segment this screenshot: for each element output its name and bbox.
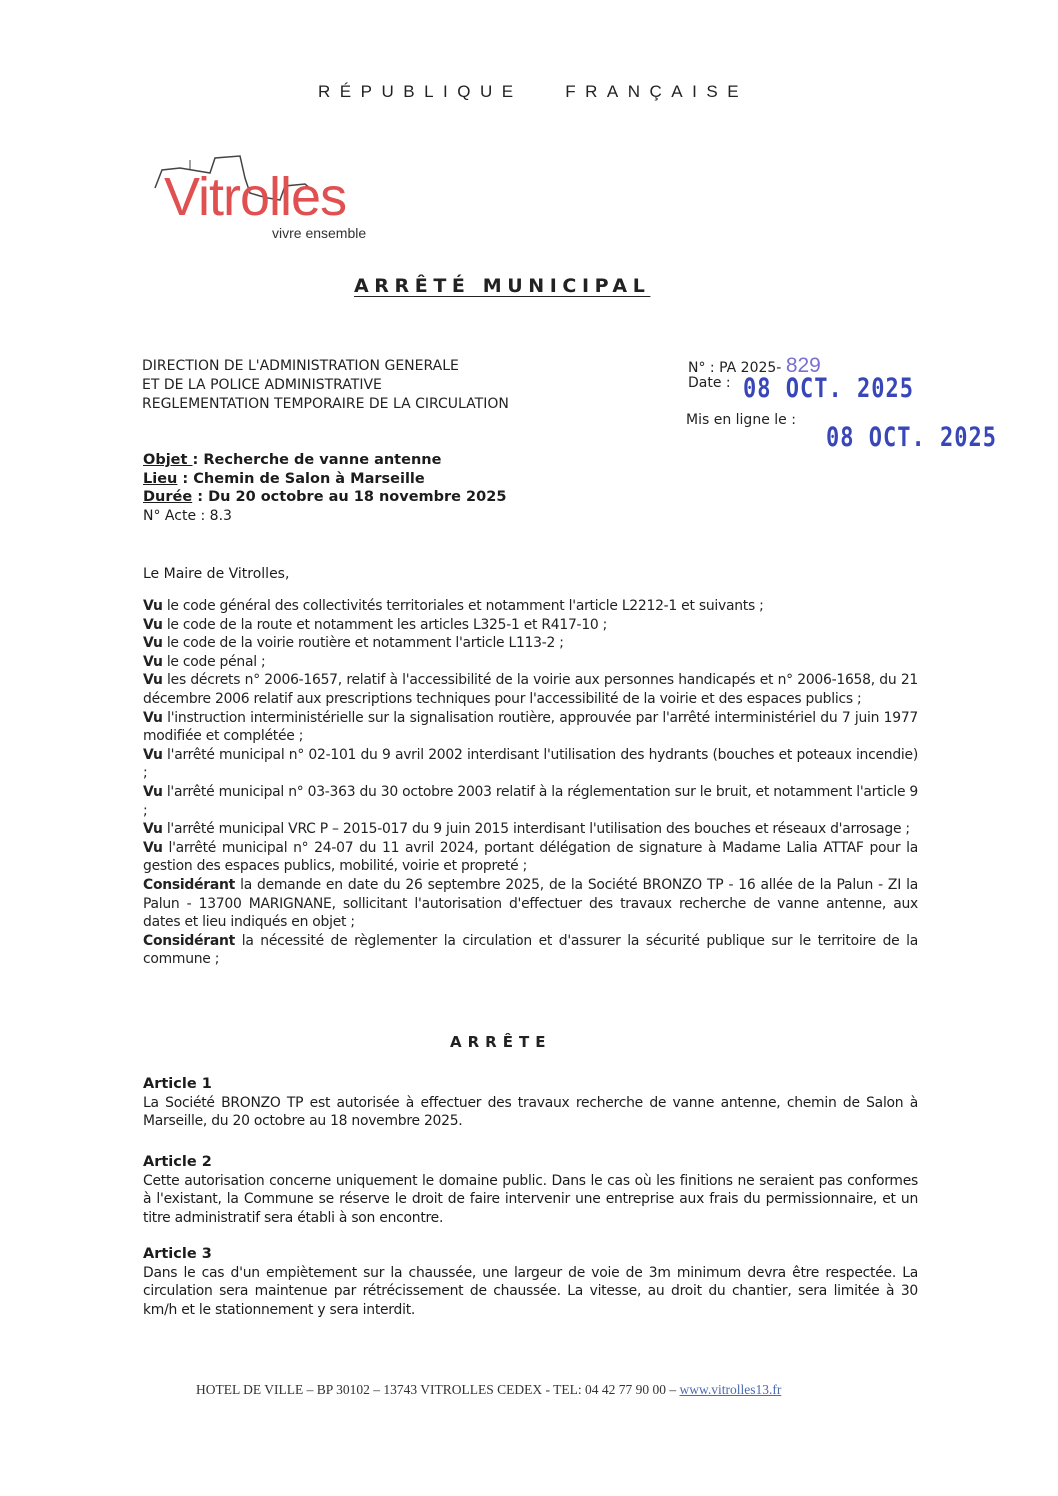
online-stamp: 08 OCT. 2025 xyxy=(826,423,997,453)
footer-address xyxy=(196,1382,781,1398)
reference-number-handwritten: 829 xyxy=(785,354,821,377)
direction-line: ET DE LA POLICE ADMINISTRATIVE xyxy=(142,377,382,393)
date-label: Date : xyxy=(688,375,731,391)
article-text: Dans le cas d'un empiètement sur la chaussée, une largeur de voie de 3m minimum devra être respectée. La circulation sera maintenue par rétrécissement de chaussée. La vitesse, au droit du chantier, sera limitée à 30 km/h et le stationnement y sera interdit. xyxy=(143,1264,918,1318)
preamble-item: Vu l'arrêté municipal n° 24-07 du 11 avril 2024, portant délégation de signature à Madame Lalia ATTAF pour la gestion des espaces publics, mobilité, voirie et propreté ; xyxy=(143,839,918,875)
duree-label: Durée xyxy=(143,489,193,505)
preamble-item: Vu le code pénal ; xyxy=(143,653,266,670)
acte-number: N° Acte : 8.3 xyxy=(143,507,232,524)
article-3 xyxy=(143,1245,918,1319)
article-title: Article 2 xyxy=(143,1154,212,1170)
direction-line: DIRECTION DE L'ADMINISTRATION GENERALE xyxy=(142,358,459,374)
preamble-item: Vu l'arrêté municipal VRC P – 2015-017 du 9 juin 2015 interdisant l'utilisation des bouches et réseaux d'arrosage ; xyxy=(143,821,910,838)
article-text: La Société BRONZO TP est autorisée à effectuer des travaux recherche de vanne antenne, chemin de Salon à Marseille, du 20 octobre au 18 novembre 2025. xyxy=(143,1094,918,1130)
website-link[interactable]: www.vitrolles13.fr xyxy=(679,1382,782,1397)
preamble-item: Vu l'instruction interministérielle sur la signalisation routière, approuvée par l'arrêté interministériel du 7 juin 1977 modifiée et complétée ; xyxy=(143,709,918,745)
article-1 xyxy=(143,1075,918,1131)
online-label: Mis en ligne le : xyxy=(686,412,796,428)
logo-wordmark: Vitrolles xyxy=(164,167,347,227)
lieu-label: Lieu xyxy=(143,470,178,487)
objet-label: Objet xyxy=(143,452,193,468)
article-2 xyxy=(143,1153,918,1227)
date-stamp: 08 OCT. 2025 xyxy=(743,374,914,404)
reference-number-label: N° : PA 2025- xyxy=(688,360,782,376)
duree-value: : Du 20 octobre au 18 novembre 2025 xyxy=(192,489,507,505)
republique-francaise-heading: RÉPUBLIQUE FRANÇAISE xyxy=(318,82,749,101)
preamble-item: Vu l'arrêté municipal n° 03-363 du 30 octobre 2003 relatif à la réglementation sur le bruit, et notamment l'article 9 ; xyxy=(143,783,918,819)
lieu-value: : Chemin de Salon à Marseille xyxy=(177,470,425,487)
arrete-heading: ARRÊTE xyxy=(450,1033,552,1051)
direction-block xyxy=(142,357,509,414)
preamble-item: Considérant la nécessité de règlementer la circulation et d'assurer la sécurité publique sur le territoire de la commune ; xyxy=(143,932,918,968)
preamble-list xyxy=(143,597,918,969)
article-title: Article 1 xyxy=(143,1076,212,1092)
maire-salutation: Le Maire de Vitrolles, xyxy=(143,566,290,582)
preamble-item: Considérant la demande en date du 26 septembre 2025, de la Société BRONZO TP - 16 allée de la Palun - ZI la Palun - 13700 MARIGNANE, sollicitant l'autorisation d'effectuer des travaux recherche de vanne antenne, aux dates et lieu indiqués en objet ; xyxy=(143,876,918,931)
subject-block xyxy=(143,451,506,525)
preamble-item: Vu le code de la route et notamment les articles L325-1 et R417-10 ; xyxy=(143,616,608,633)
preamble-item: Vu le code de la voirie routière et notamment l'article L113-2 ; xyxy=(143,635,564,652)
document-title: ARRÊTÉ MUNICIPAL xyxy=(354,275,651,297)
logo-tagline: vivre ensemble xyxy=(272,225,367,241)
article-text: Cette autorisation concerne uniquement le domaine public. Dans le cas où les finitions ne seraient pas conformes à l'existant, la Commune se réserve le droit de faire intervenir une entreprise aux frais du permissionnaire, et un titre administratif sera établi à son encontre. xyxy=(143,1172,918,1226)
objet-value: : Recherche de vanne antenne xyxy=(192,452,442,468)
preamble-item: Vu les décrets n° 2006-1657, relatif à l'accessibilité de la voirie aux personnes handicapés et n° 2006-1658, du 21 décembre 2006 relatif aux prescriptions techniques pour l'accessibilité de la voirie et des espaces publics ; xyxy=(143,672,918,707)
article-title: Article 3 xyxy=(143,1246,212,1262)
preamble-item: Vu l'arrêté municipal n° 02-101 du 9 avril 2002 interdisant l'utilisation des hydrants (bouches et poteaux incendie) ; xyxy=(143,746,918,782)
footer-address-text: HOTEL DE VILLE – BP 30102 – 13743 VITROLLES CEDEX - TEL: 04 42 77 90 00 – xyxy=(196,1382,680,1397)
preamble-item: Vu le code général des collectivités territoriales et notamment l'article L2212-1 et suivants ; xyxy=(143,598,764,614)
direction-line: REGLEMENTATION TEMPORAIRE DE LA CIRCULATION xyxy=(142,396,509,412)
